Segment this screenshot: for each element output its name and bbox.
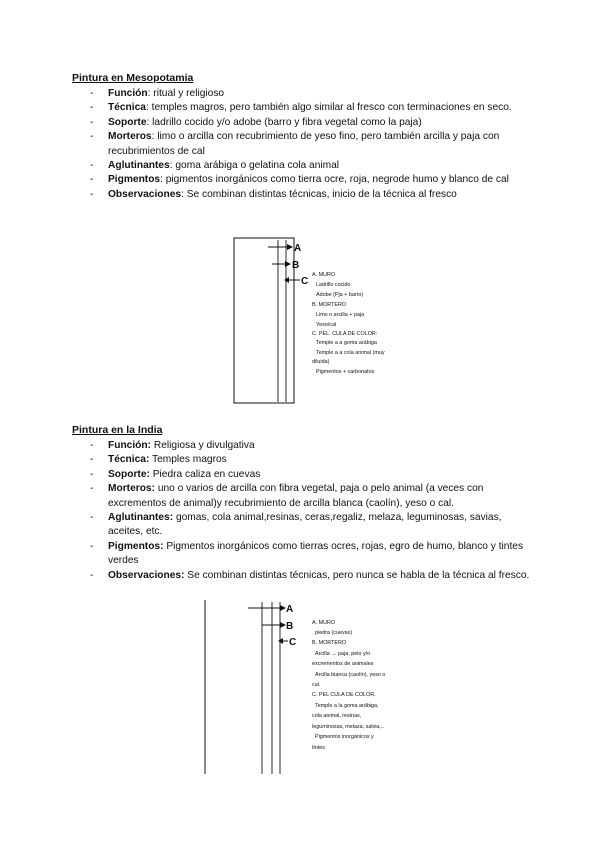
label-c: C — [289, 637, 297, 648]
item-text: Se combinan distintas técnicas, pero nunca se habla de la técnica al fresco. — [187, 569, 530, 581]
note-line: B. MORTERO — [312, 302, 347, 308]
item-text: ladrillo cocido y/o adobe (barro y fibra vegetal como la paja) — [152, 116, 422, 128]
note-line: leguminosas, melaza, salvia,.. — [312, 724, 384, 730]
list-item: - Observaciones: Se combinan distintas técnicas, pero nunca se habla de la técnica al fresco. — [90, 569, 530, 581]
item-label: Observaciones: — [108, 569, 185, 581]
item-label: Técnica — [108, 102, 146, 114]
item-label: Aglutinantes — [108, 160, 170, 172]
note-line: Pigmentos + carbonatos — [316, 369, 375, 375]
note-line: tintes — [312, 745, 325, 751]
bullet-list — [72, 87, 532, 202]
list-item: - Técnica: Temples magros — [90, 454, 227, 466]
item-label: Función: — [108, 440, 152, 451]
item-label: Función — [108, 88, 148, 99]
item-text: gomas, cola animal,resinas, ceras,regaliz, melaza, leguminosas, savias, aceites, etc. — [108, 512, 502, 538]
note-line: Adobe (Pja + barro) — [316, 292, 364, 298]
arrow-b-head — [285, 261, 291, 267]
note-line: piedra (cuevas) — [315, 630, 353, 636]
item-label: Pigmentos — [108, 174, 161, 186]
arrow-a-head — [287, 244, 293, 250]
note-line: Arcilla → paja, pelo y/o — [315, 651, 371, 657]
list-item: - Soporte: Piedra caliza en cuevas — [90, 468, 261, 480]
note-line: Temple a a goma arábiga — [316, 340, 377, 346]
list-item: - Función: ritual y religioso — [90, 88, 225, 99]
item-text: Pigmentos inorgánicos como tierras ocres, rojas, egro de humo, blanco y tintes verdes — [108, 540, 524, 567]
list-item: - Función: Religiosa y divulgativa — [90, 440, 255, 451]
note-line: cal. — [312, 682, 321, 688]
list-item: - Pigmentos: Pigmentos inorgánicos como tierras ocres, rojas, egro de humo, blanco y tintes verdes — [90, 540, 524, 567]
item-label: Morteros: — [108, 483, 155, 495]
list-item: - Aglutinantes: gomas, cola animal,resinas, ceras,regaliz, melaza, leguminosas, savias, aceites, etc. — [90, 512, 502, 538]
item-text: goma arábiga o gelatina cola animal — [175, 160, 340, 172]
item-text: temples magros, pero también algo similar al fresco con terminaciones en seco. — [151, 102, 512, 114]
list-item: - Pigmentos: pigmentos inorgánicos como tierra ocre, roja, negrode humo y blanco de cal — [90, 174, 509, 186]
item-text: pigmentos inorgánicos como tierra ocre, roja, negrode humo y blanco de cal — [165, 174, 509, 186]
label-a: A — [286, 604, 294, 615]
arrow-c-head — [278, 638, 283, 644]
item-label: Pigmentos: — [108, 540, 164, 552]
label-b: B — [292, 260, 300, 271]
section-title: Pintura en la India — [72, 424, 163, 436]
item-text: Temples magros — [152, 454, 227, 466]
arrow-c-head — [284, 277, 289, 283]
list-item: - Observaciones: Se combinan distintas técnicas, inicio de la técnica al fresco — [90, 188, 457, 200]
bullet-list — [72, 439, 532, 583]
note-line: Pigmentos inorgánicos y — [315, 734, 374, 740]
note-line: Ladrillo cocido — [316, 282, 351, 288]
note-line: Temple a la goma arábiga, — [315, 703, 379, 709]
list-item: - Morteros: uno o varios de arcilla con fibra vegetal, paja o pelo animal (a veces con excrementos de animal)y recubrimiento de arcilla blanca (caolín), yeso o cal. — [90, 483, 484, 509]
list-item: - Aglutinantes: goma arábiga o gelatina cola animal — [90, 160, 340, 172]
note-line: Limo o arcilla + paja — [316, 312, 365, 318]
item-text: Piedra caliza en cuevas — [152, 468, 261, 480]
section-mesopotamia — [72, 72, 532, 202]
item-label: Aglutinantes: — [108, 512, 174, 524]
section-india — [72, 424, 532, 583]
note-line: B. MORTERO — [312, 640, 347, 646]
layers-diagram-india — [196, 598, 416, 778]
note-line: Yeso/cal — [316, 322, 337, 328]
note-line: A. MURO — [312, 620, 336, 626]
list-item: - Técnica: temples magros, pero también algo similar al fresco con terminaciones en seco. — [90, 102, 512, 114]
label-c: C — [301, 276, 309, 287]
label-a: A — [294, 243, 302, 254]
note-line: excrementos de animales — [312, 661, 374, 667]
note-line: cola animal, resinas, — [312, 713, 362, 719]
layers-sketch — [228, 236, 398, 408]
item-label: Morteros — [108, 131, 152, 143]
item-text: Se combinan distintas técnicas, inicio de la técnica al fresco — [186, 188, 457, 200]
layers-diagram-mesopotamia — [228, 236, 398, 408]
item-label: Observaciones — [108, 188, 182, 200]
note-line: A. MURO — [312, 272, 336, 278]
note-line: Arcilla blanca (caolín), yeso o — [315, 672, 386, 678]
item-label: Soporte: — [108, 468, 150, 480]
item-text: uno o varios de arcilla con fibra vegetal, paja o pelo animal (a veces con excrementos de animal)y recubrimiento de arcilla blanca (caolín), yeso o cal. — [108, 483, 484, 509]
section-title: Pintura en Mesopotamia — [72, 72, 194, 84]
note-line: diluida) — [312, 359, 330, 365]
item-label: Técnica: — [108, 454, 150, 466]
note-line: C. PEL CULA DE COLOR. — [312, 692, 376, 698]
layers-sketch — [196, 598, 416, 778]
list-item: - Morteros: limo o arcilla con recubrimiento de yeso fino, pero también arcilla y paja con recubrimientos de cal — [90, 131, 500, 157]
item-label: Soporte — [108, 116, 147, 128]
list-item: - Soporte: ladrillo cocido y/o adobe (barro y fibra vegetal como la paja) — [90, 116, 422, 128]
item-text: limo o arcilla con recubrimiento de yeso fino, pero también arcilla y paja con recubrimientos de cal — [108, 131, 500, 157]
note-line: C. PEL. CULA DE COLOR: — [312, 331, 378, 337]
item-text: Religiosa y divulgativa — [153, 440, 255, 451]
label-b: B — [286, 621, 294, 632]
item-text: ritual y religioso — [153, 88, 225, 99]
note-line: Temple a a cola animal (muy — [316, 350, 385, 356]
